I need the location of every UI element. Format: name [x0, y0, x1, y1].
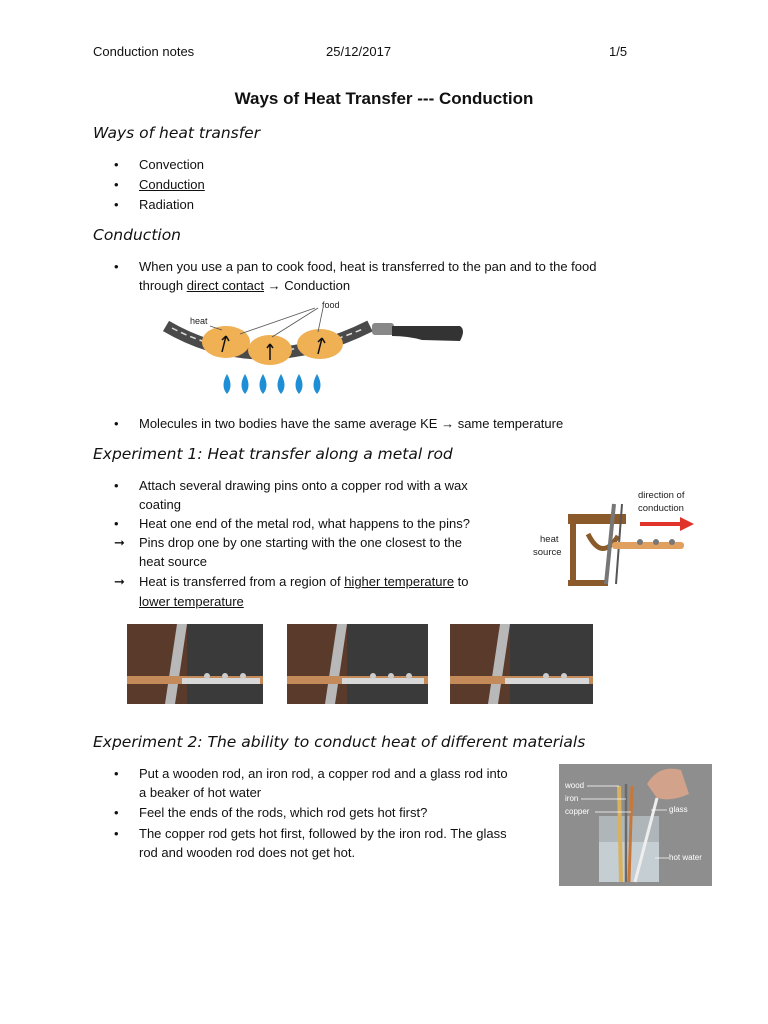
heading-experiment-2: Experiment 2: The ability to conduct heat of different materials — [93, 733, 586, 751]
exp1-text: Pins drop one by one starting with the one closest to the — [139, 535, 463, 550]
heading-experiment-1: Experiment 1: Heat transfer along a metal rod — [93, 445, 453, 463]
exp2-text: Feel the ends of the rods, which rod gets hot first? — [139, 805, 428, 820]
exp1-text: Attach several drawing pins onto a copper rod with a wax — [139, 478, 468, 493]
pan-joint — [372, 323, 394, 335]
heading-conduction: Conduction — [93, 226, 182, 244]
bullet-icon: • — [114, 805, 119, 820]
label-iron: iron — [565, 794, 579, 803]
bullet-icon: • — [114, 826, 119, 841]
bullet-icon: • — [114, 766, 119, 781]
experiment-photo-3 — [450, 624, 593, 704]
conduction-arrow-icon — [640, 517, 694, 531]
header-page-number: 1/5 — [609, 44, 628, 59]
bullet-icon: • — [114, 516, 119, 531]
pan-diagram — [160, 296, 470, 400]
same-temperature-text: Molecules in two bodies have the same average KE → same temperature — [139, 416, 564, 431]
pan-label-food: food — [322, 300, 340, 310]
pan-label-heat: heat — [190, 316, 208, 326]
exp2-text: The copper rod gets hot first, followed by the iron rod. The glass — [139, 826, 507, 841]
list-item: Convection — [139, 157, 205, 172]
pin — [669, 539, 675, 545]
list-item: Radiation — [139, 197, 194, 212]
arrow-right-icon: → — [267, 278, 281, 293]
bullet-icon: • — [114, 259, 119, 274]
experiment-photo-1 — [127, 624, 263, 704]
rod-conduction-diagram — [530, 484, 700, 588]
label-copper: copper — [565, 807, 590, 816]
exp1-text: Heat is transferred from a region of higher temperature to — [139, 574, 469, 589]
bullet-icon: • — [114, 157, 119, 172]
pin — [653, 539, 659, 545]
diagram-label-heat: heat — [540, 534, 559, 545]
arrow-bullet-icon: ➞ — [114, 535, 125, 550]
food-piece — [202, 326, 250, 358]
bullet-icon: • — [114, 416, 119, 431]
flame-icon — [224, 374, 321, 394]
exp1-text: coating — [139, 497, 181, 512]
label-glass: glass — [669, 805, 688, 814]
bullet-icon: • — [114, 177, 119, 192]
list-item: Conduction — [139, 177, 205, 192]
heading-ways-of-heat-transfer: Ways of heat transfer — [93, 124, 261, 142]
pin — [637, 539, 643, 545]
header-date: 25/12/2017 — [326, 44, 392, 59]
arrow-right-icon: → — [441, 416, 455, 431]
wood-rod — [619, 786, 621, 882]
diagram-label-direction-2: conduction — [638, 503, 684, 514]
exp2-text: Put a wooden rod, an iron rod, a copper rod and a glass rod into — [139, 766, 508, 781]
pan-handle — [392, 326, 463, 341]
diagram-label-direction-1: direction of — [638, 490, 685, 501]
exp1-text: Heat one end of the metal rod, what happens to the pins? — [139, 516, 471, 531]
direct-contact-text: direct contact — [186, 278, 265, 293]
bullet-icon: • — [114, 197, 119, 212]
exp1-text: lower temperature — [139, 594, 244, 609]
arrow-bullet-icon: ➞ — [114, 574, 125, 589]
beaker-photo — [559, 764, 712, 886]
conduction-text-line-1: When you use a pan to cook food, heat is transferred to the pan and to the food — [139, 259, 597, 274]
conduction-text-line-2: through direct contact → Conduction — [139, 278, 351, 293]
exp2-text: rod and wooden rod does not get hot. — [139, 845, 356, 860]
header-doc-name: Conduction notes — [93, 44, 195, 59]
label-hot-water: hot water — [669, 853, 702, 862]
bullet-icon: • — [114, 478, 119, 493]
exp1-text: heat source — [139, 554, 207, 569]
stand — [568, 514, 626, 524]
page-title: Ways of Heat Transfer --- Conduction — [234, 89, 534, 108]
diagram-label-source: source — [533, 547, 562, 558]
experiment-photo-2 — [287, 624, 428, 704]
exp2-text: a beaker of hot water — [139, 785, 262, 800]
label-wood: wood — [565, 781, 585, 790]
